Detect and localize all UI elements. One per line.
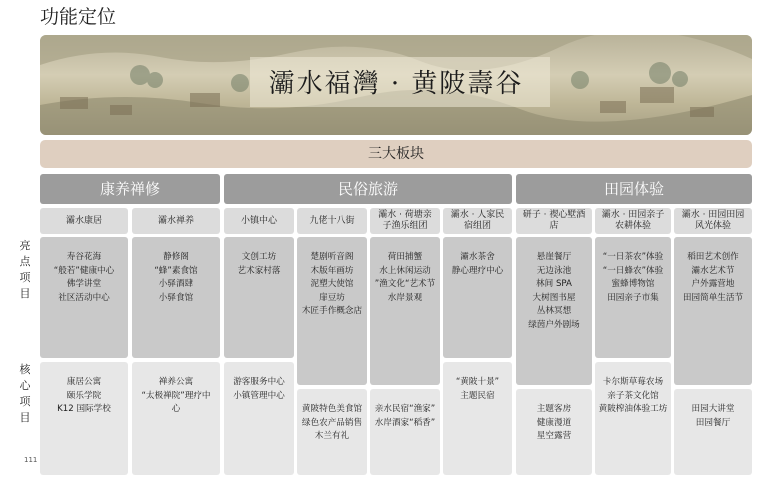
list-item: 田园亲子市集	[607, 292, 659, 303]
category-minsu: 民俗旅游	[224, 174, 512, 204]
list-item: 星空露营	[536, 431, 572, 441]
sub-header: 小镇中心	[224, 208, 294, 234]
list-item: “黄陂十景”	[455, 377, 500, 387]
core-cell	[516, 389, 592, 475]
list-item: 颐乐学院	[66, 390, 102, 401]
list-item: 林间 SPA	[536, 279, 572, 289]
list-item: “一日茶农”体验	[602, 252, 664, 262]
sub-header: 灞水禅养	[132, 208, 220, 234]
list-item: 艺术家村落	[237, 265, 281, 276]
list-item: 康居公寓	[66, 377, 102, 387]
list-item: 田园简单生活节	[682, 292, 744, 303]
highlight-cell	[674, 237, 752, 385]
list-item: 户外露营地	[691, 279, 735, 289]
list-item: 灞水茶舍	[460, 252, 495, 262]
row-label-highlights: 亮点项目	[19, 239, 31, 300]
list-item: 泥塑大使馆	[310, 279, 354, 289]
list-item: 水岸景观	[387, 292, 423, 303]
list-item: 绿色农产品销售	[301, 417, 363, 428]
sub-header: 研子 · 禊心墅酒店	[516, 208, 592, 234]
list-item: 亲水民宿“渔家”	[374, 404, 436, 414]
list-item: 木版年画坊	[310, 265, 354, 276]
sub-header: 灞水 · 田园亲子农耕体验	[595, 208, 671, 234]
list-item: “一日蜂农”体验	[602, 265, 664, 276]
list-item: 绿茵户外剧场	[528, 319, 580, 330]
highlight-cell	[224, 237, 294, 358]
core-cell	[443, 362, 512, 475]
highlight-cell	[595, 237, 671, 358]
list-item: 楚剧听音阁	[310, 252, 354, 262]
page-title: 功能定位	[40, 6, 117, 28]
core-cell	[674, 389, 752, 475]
core-cell	[224, 362, 294, 475]
list-item: 蜜蜂博物馆	[611, 279, 655, 289]
list-item: 主题民宿	[460, 390, 495, 401]
list-item: 水上休闲运动	[379, 265, 431, 276]
list-item: 大树图书屋	[532, 292, 576, 303]
list-item: “般若”健康中心	[53, 265, 115, 276]
list-item: 水岸酒家“稻香”	[374, 417, 436, 428]
highlight-cell	[132, 237, 220, 358]
sub-header: 灞水 · 田园田园风光体验	[674, 208, 752, 234]
list-item: “太极禅院”理疗中心	[141, 390, 211, 414]
list-item: 健康漫道	[536, 417, 572, 428]
list-item: 悬崖餐厅	[536, 252, 572, 262]
page-number: 111	[24, 456, 38, 464]
list-item: 丛林冥想	[536, 306, 572, 316]
list-item: 文创工坊	[241, 252, 277, 262]
list-item: 小镇管理中心	[233, 390, 285, 401]
banner-painting	[40, 35, 752, 135]
category-tianyuan: 田园体验	[516, 174, 752, 204]
category-kangyang: 康养禅修	[40, 174, 220, 204]
row-label-core: 核心项目	[19, 363, 31, 424]
core-cell	[132, 362, 220, 475]
banner-title: 灞水福灣 · 黄陂壽谷	[268, 69, 524, 99]
list-item: 主题客房	[536, 404, 572, 414]
sub-header: 灞水康居	[40, 208, 128, 234]
list-item: 荷田捕蟹	[387, 252, 423, 262]
core-cell	[595, 362, 671, 475]
core-cell	[370, 389, 440, 475]
list-item: 灞水艺术节	[691, 265, 735, 276]
list-item: 小驿食馆	[158, 292, 194, 303]
list-item: K12 国际学校	[57, 404, 111, 414]
list-item: 游客服务中心	[233, 377, 285, 387]
list-item: 小驿酒肆	[158, 279, 194, 289]
core-cell	[297, 389, 367, 475]
highlight-cell	[516, 237, 592, 385]
highlight-cell	[297, 237, 367, 385]
list-item: 木匠手作概念店	[301, 306, 363, 316]
list-item: 黄陂榨油体验工坊	[598, 404, 668, 414]
list-item: 田园餐厅	[695, 417, 731, 428]
list-item: 佛学讲堂	[66, 279, 102, 289]
list-item: “蜂”素食馆	[154, 265, 198, 276]
highlight-cell	[40, 237, 128, 358]
list-item: 黄陂特色美食馆	[301, 404, 363, 414]
list-item: 田园大讲堂	[691, 404, 735, 414]
list-item: 静心理疗中心	[451, 265, 504, 276]
sub-header: 九佬十八街	[297, 208, 367, 234]
highlight-cell	[443, 237, 512, 358]
section-header: 三大板块	[40, 140, 752, 168]
highlight-cell	[370, 237, 440, 385]
list-item: 禅养公寓	[158, 377, 194, 387]
list-item: 亲子茶文化馆	[607, 390, 659, 401]
list-item: 静修阁	[163, 252, 189, 262]
list-item: 扉豆坊	[319, 292, 345, 303]
list-item: 无边泳池	[536, 265, 572, 276]
sub-header: 灞水 · 人家民宿组团	[443, 208, 512, 234]
list-item: 稻田艺术创作	[687, 252, 739, 262]
sub-header: 灞水 · 荷塘亲子渔乐组团	[370, 208, 440, 234]
list-item: ”渔文化“艺术节	[374, 279, 436, 289]
list-item: 社区活动中心	[58, 292, 110, 303]
list-item: 卡尔斯草莓农场	[602, 377, 664, 387]
list-item: 木兰有礼	[314, 431, 350, 441]
core-cell	[40, 362, 128, 475]
list-item: 寿谷花海	[66, 252, 102, 262]
